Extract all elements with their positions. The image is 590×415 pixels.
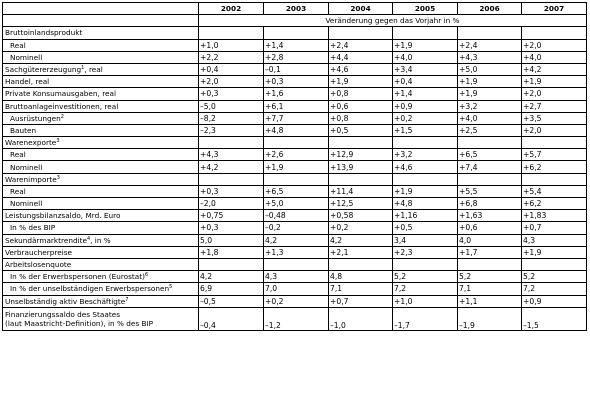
year-header: 2006 [458,3,522,15]
value-cell: –8,2 [199,112,264,124]
value-cell: +5,0 [458,63,522,75]
value-cell: +7,4 [458,161,522,173]
value-cell: +6,8 [458,198,522,210]
value-cell: +2,4 [329,39,393,51]
value-cell [393,137,458,149]
value-cell: +1,0 [199,39,264,51]
value-cell: 6,9 [199,283,264,295]
value-cell: +1,63 [458,210,522,222]
value-cell: +3,2 [458,100,522,112]
footnote-marker: 5 [169,284,173,291]
value-cell: +5,5 [458,185,522,197]
value-cell [199,173,264,185]
value-cell: 5,2 [458,271,522,283]
value-cell [458,27,522,39]
value-cell: +11,4 [329,185,393,197]
row-label-line2: (laut Maastricht-Definition), in % des BIP [5,318,154,328]
value-cell: 4,3 [264,271,329,283]
value-cell [199,27,264,39]
economic-forecast-table [2,2,587,331]
value-cell [393,258,458,270]
value-cell: +1,3 [264,246,329,258]
row-label [3,27,199,39]
table-row [3,246,587,258]
value-cell: +1,9 [264,161,329,173]
footnote-marker: 1 [81,65,85,72]
value-cell: +0,8 [329,88,393,100]
value-cell: +3,5 [522,112,587,124]
value-cell: +4,3 [458,51,522,63]
value-cell: 4,2 [329,234,393,246]
value-cell: +1,6 [264,88,329,100]
value-cell [264,27,329,39]
value-cell: +4,6 [393,161,458,173]
year-header: 2007 [522,3,587,15]
value-cell: +0,75 [199,210,264,222]
value-cell: –0,5 [199,295,264,307]
value-cell: +0,3 [264,76,329,88]
value-cell [329,173,393,185]
value-cell: +2,5 [458,124,522,136]
row-label [3,124,199,136]
row-label-suffix: , real [84,65,103,75]
year-header: 2002 [199,3,264,15]
row-label [3,161,199,173]
value-cell [199,137,264,149]
table-subtitle: Veränderung gegen das Vorjahr in % [199,15,587,27]
row-label-text: Sekundärmarktrendite [5,235,87,245]
value-cell [329,258,393,270]
row-label-text: In % der Erwerbspersonen (Eurostat) [10,272,145,282]
value-cell: +2,0 [522,124,587,136]
value-cell: +0,7 [329,295,393,307]
row-label-text: In % der unselbständigen Erwerbspersonen [10,284,170,294]
row-label [3,76,199,88]
value-cell: +0,4 [199,63,264,75]
value-cell [329,27,393,39]
value-cell: 4,3 [522,234,587,246]
value-cell [458,173,522,185]
row-label-text: Bruttoinlandsprodukt [5,28,83,38]
year-header: 2003 [264,3,329,15]
row-label-text: Warenimporte [5,174,57,184]
value-cell: 4,8 [329,271,393,283]
row-label [3,51,199,63]
row-label [3,198,199,210]
year-header: 2004 [329,3,393,15]
value-cell: +0,9 [393,100,458,112]
table-row [3,63,587,75]
table-row [3,271,587,283]
value-cell: +0,2 [393,112,458,124]
value-cell: +0,4 [393,76,458,88]
value-cell: 7,1 [329,283,393,295]
value-cell [522,173,587,185]
group-header-row [3,173,587,185]
value-cell [458,258,522,270]
value-cell: 4,2 [199,271,264,283]
value-cell: +12,9 [329,149,393,161]
value-cell: 5,0 [199,234,264,246]
row-label [3,283,199,295]
value-cell: +5,0 [264,198,329,210]
row-label [3,222,199,234]
subtitle-empty-cell [3,15,199,27]
row-label [3,100,199,112]
value-cell: +1,9 [522,246,587,258]
value-cell: +2,3 [393,246,458,258]
value-cell [522,258,587,270]
header-empty-cell [3,3,199,15]
value-cell: 4,2 [264,234,329,246]
row-label-suffix: , in % [90,235,111,245]
row-label-text: Nominell [10,52,43,62]
value-cell: +4,0 [458,112,522,124]
table-row [3,39,587,51]
value-cell: –5,0 [199,100,264,112]
row-label [3,63,199,75]
value-cell: +2,1 [329,246,393,258]
table-row [3,234,587,246]
value-cell [522,137,587,149]
value-cell: +0,58 [329,210,393,222]
value-cell [199,258,264,270]
row-label-text: Handel, real [5,77,50,87]
value-cell: +4,2 [522,63,587,75]
row-label-text: Real [10,150,26,160]
row-label [3,234,199,246]
footnote-marker: 7 [125,296,129,303]
value-cell: +7,7 [264,112,329,124]
row-label-text: Ausrüstungen [10,113,61,123]
value-cell: +5,4 [522,185,587,197]
subtitle-row [3,15,587,27]
value-cell: –0,4 [199,307,264,330]
row-label-text: Real [10,40,26,50]
row-label-text: Private Konsumausgaben, real [5,89,117,99]
row-label [3,210,199,222]
row-label-text: Bauten [10,125,37,135]
value-cell [329,137,393,149]
table-row [3,198,587,210]
row-label [3,112,199,124]
group-header-row [3,137,587,149]
row-label-text: Nominell [10,162,43,172]
value-cell: +3,4 [393,63,458,75]
value-cell: +1,9 [329,76,393,88]
row-label [3,173,199,185]
table-row [3,283,587,295]
value-cell: +6,5 [264,185,329,197]
value-cell: +4,6 [329,63,393,75]
value-cell: +4,2 [199,161,264,173]
table-row [3,307,587,330]
footnote-marker: 4 [86,235,91,242]
value-cell: +0,6 [458,222,522,234]
value-cell [264,258,329,270]
value-cell: +6,5 [458,149,522,161]
table-row [3,161,587,173]
value-cell: +2,2 [199,51,264,63]
table-row [3,100,587,112]
row-label [3,149,199,161]
table-row [3,185,587,197]
value-cell: +4,0 [522,51,587,63]
value-cell: +1,5 [393,124,458,136]
value-cell: 3,4 [393,234,458,246]
value-cell: +2,6 [264,149,329,161]
table-row [3,76,587,88]
row-label-text: Bruttoanlageinvestitionen, real [5,101,119,111]
group-header-row [3,258,587,270]
value-cell: +1,9 [458,88,522,100]
value-cell: +2,0 [522,88,587,100]
value-cell: –1,2 [264,307,329,330]
year-header-row [3,3,587,15]
value-cell: +5,7 [522,149,587,161]
value-cell: +1,9 [522,76,587,88]
row-label-text: Finanzierungssaldo des Staates [5,309,120,319]
row-label-text: In % des BIP [10,223,56,233]
row-label [3,307,199,330]
table-row [3,88,587,100]
row-label [3,258,199,270]
row-label-text: Warenexporte [5,138,57,148]
value-cell: +0,2 [264,295,329,307]
row-label-text: Nominell [10,199,43,209]
value-cell: +0,5 [393,222,458,234]
value-cell: +1,7 [458,246,522,258]
value-cell: +0,3 [199,222,264,234]
value-cell: –0,2 [264,222,329,234]
row-label-text: Verbraucherpreise [5,247,73,257]
row-label [3,137,199,149]
value-cell: +1,9 [393,185,458,197]
row-label [3,88,199,100]
row-label-text: Sachgütererzeugung [5,65,82,75]
value-cell: +0,7 [522,222,587,234]
row-label [3,295,199,307]
value-cell: –2,0 [199,198,264,210]
value-cell: –1,0 [329,307,393,330]
value-cell: 7,0 [264,283,329,295]
value-cell: +6,1 [264,100,329,112]
table-row [3,222,587,234]
value-cell: +0,3 [199,88,264,100]
value-cell [522,27,587,39]
footnote-marker: 3 [56,174,60,181]
value-cell: +1,83 [522,210,587,222]
value-cell: +2,7 [522,100,587,112]
value-cell: –1,9 [458,307,522,330]
value-cell [264,173,329,185]
value-cell: +1,0 [393,295,458,307]
value-cell: +1,8 [199,246,264,258]
value-cell: +1,4 [393,88,458,100]
value-cell: +4,0 [393,51,458,63]
row-label-text: Real [10,186,26,196]
footnote-marker: 3 [56,138,60,145]
value-cell: +0,5 [329,124,393,136]
value-cell: +2,0 [199,76,264,88]
value-cell: +6,2 [522,161,587,173]
value-cell: 5,2 [393,271,458,283]
value-cell: +4,4 [329,51,393,63]
value-cell: –1,7 [393,307,458,330]
value-cell [458,137,522,149]
value-cell: +4,3 [199,149,264,161]
value-cell: +4,8 [264,124,329,136]
value-cell: +2,0 [522,39,587,51]
table-row [3,295,587,307]
value-cell: –1,5 [522,307,587,330]
value-cell [393,27,458,39]
year-header: 2005 [393,3,458,15]
value-cell: +1,4 [264,39,329,51]
value-cell [264,137,329,149]
value-cell: +13,9 [329,161,393,173]
table-row [3,210,587,222]
value-cell: +0,2 [329,222,393,234]
value-cell: +2,4 [458,39,522,51]
footnote-marker: 6 [144,272,149,279]
value-cell: +0,8 [329,112,393,124]
table-row [3,51,587,63]
value-cell: +4,8 [393,198,458,210]
row-label [3,271,199,283]
value-cell: 7,2 [522,283,587,295]
row-label [3,246,199,258]
value-cell: +0,9 [522,295,587,307]
value-cell: +1,9 [393,39,458,51]
value-cell: +0,6 [329,100,393,112]
value-cell: 5,2 [522,271,587,283]
value-cell: –0,1 [264,63,329,75]
value-cell: +3,2 [393,149,458,161]
value-cell: 7,2 [393,283,458,295]
table-row [3,149,587,161]
value-cell: +1,1 [458,295,522,307]
value-cell: 7,1 [458,283,522,295]
group-header-row [3,27,587,39]
value-cell: +0,3 [199,185,264,197]
table-row [3,112,587,124]
value-cell: 4,0 [458,234,522,246]
footnote-marker: 2 [60,113,64,120]
value-cell: –0,48 [264,210,329,222]
value-cell: +1,16 [393,210,458,222]
row-label-text: Arbeitslosenquote [5,260,72,270]
row-label-text: Unselbständig aktiv Beschäftigte [5,296,126,306]
value-cell: +2,8 [264,51,329,63]
row-label [3,185,199,197]
row-label-text: Leistungsbilanzsaldo, Mrd. Euro [5,211,121,221]
value-cell: +6,2 [522,198,587,210]
value-cell: –2,3 [199,124,264,136]
value-cell: +12,5 [329,198,393,210]
table-row [3,124,587,136]
value-cell: +1,9 [458,76,522,88]
value-cell [393,173,458,185]
row-label [3,39,199,51]
